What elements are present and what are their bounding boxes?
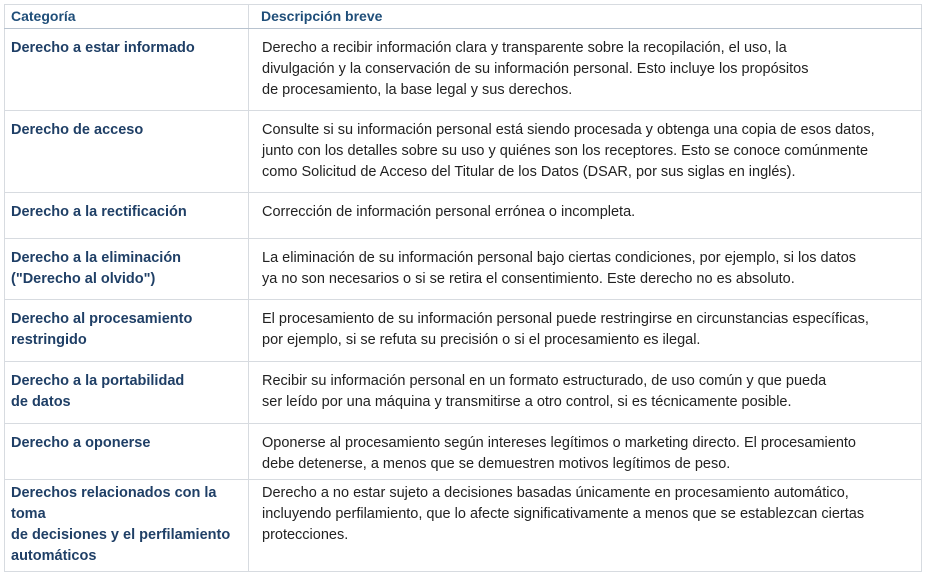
description-text: Recibir su información personal en un formato estructurado, de uso común y que pueda ser leído por una máquina y transmitirse a otro control, si es técnicamente posible.: [262, 373, 827, 410]
row-category: [5, 111, 249, 193]
rights-table-container: [4, 4, 921, 572]
description-text: La eliminación de su información personal bajo ciertas condiciones, por ejemplo, si los datos ya no son necesarios o si se retira el consentimiento. Este derecho no es absoluto.: [262, 250, 857, 287]
description-text: Oponerse al procesamiento según intereses legítimos o marketing directo. El procesamiento debe detenerse, a menos que se demuestren motivos legítimos de peso.: [262, 435, 856, 472]
row-category: [5, 362, 249, 424]
table-row: [5, 239, 922, 300]
table-row: [5, 362, 922, 424]
row-description: [249, 193, 922, 239]
description-text: Derecho a recibir información clara y transparente sobre la recopilación, el uso, la divulgación y la conservación de su información personal. Esto incluye los propósitos de procesamiento, la base legal y sus derechos.: [262, 40, 809, 98]
category-text: Derecho a oponerse: [11, 435, 151, 451]
category-text: Derechos relacionados con la toma de decisiones y el perfilamiento automáticos: [11, 485, 231, 564]
row-description: [249, 29, 922, 111]
category-text: Derecho de acceso: [11, 122, 144, 138]
table-row: [5, 300, 922, 362]
row-category: [5, 424, 249, 480]
header-row: [5, 5, 922, 29]
table-header: [5, 5, 922, 29]
row-category: [5, 29, 249, 111]
row-category: [5, 300, 249, 362]
category-text: Derecho a la portabilidad de datos: [11, 373, 185, 410]
table-row: [5, 424, 922, 480]
row-description: [249, 300, 922, 362]
category-text: Derecho a estar informado: [11, 40, 195, 56]
category-text: Derecho al procesamiento restringido: [11, 311, 193, 348]
row-category: [5, 193, 249, 239]
row-description: [249, 424, 922, 480]
header-category: Categoría: [5, 5, 249, 29]
category-text: Derecho a la rectificación: [11, 204, 187, 220]
description-text: Corrección de información personal errónea o incompleta.: [262, 204, 636, 220]
row-description: [249, 362, 922, 424]
row-category: [5, 239, 249, 300]
description-text: El procesamiento de su información personal puede restringirse en circunstancias específicas, por ejemplo, si se refuta su precisión o si el procesamiento es ilegal.: [262, 311, 869, 348]
row-category: [5, 480, 249, 572]
table-row: [5, 29, 922, 111]
description-text: Derecho a no estar sujeto a decisiones basadas únicamente en procesamiento automático, incluyendo perfilamiento, que lo afecte significativamente a menos que se establezcan ciertas protecciones.: [262, 485, 865, 543]
row-description: [249, 480, 922, 572]
header-description: Descripción breve: [249, 5, 922, 29]
table-body: [5, 29, 922, 572]
table-row: [5, 480, 922, 572]
row-description: [249, 239, 922, 300]
category-text: Derecho a la eliminación ("Derecho al olvido"): [11, 250, 182, 287]
description-text: Consulte si su información personal está siendo procesada y obtenga una copia de esos datos, junto con los detalles sobre su uso y quiénes son los receptores. Esto se conoce comúnmente como Solicitud de Acceso del Titular de los Datos (DSAR, por sus siglas en inglés).: [262, 122, 875, 180]
rights-table: [4, 4, 922, 572]
row-description: [249, 111, 922, 193]
table-row: [5, 193, 922, 239]
table-row: [5, 111, 922, 193]
